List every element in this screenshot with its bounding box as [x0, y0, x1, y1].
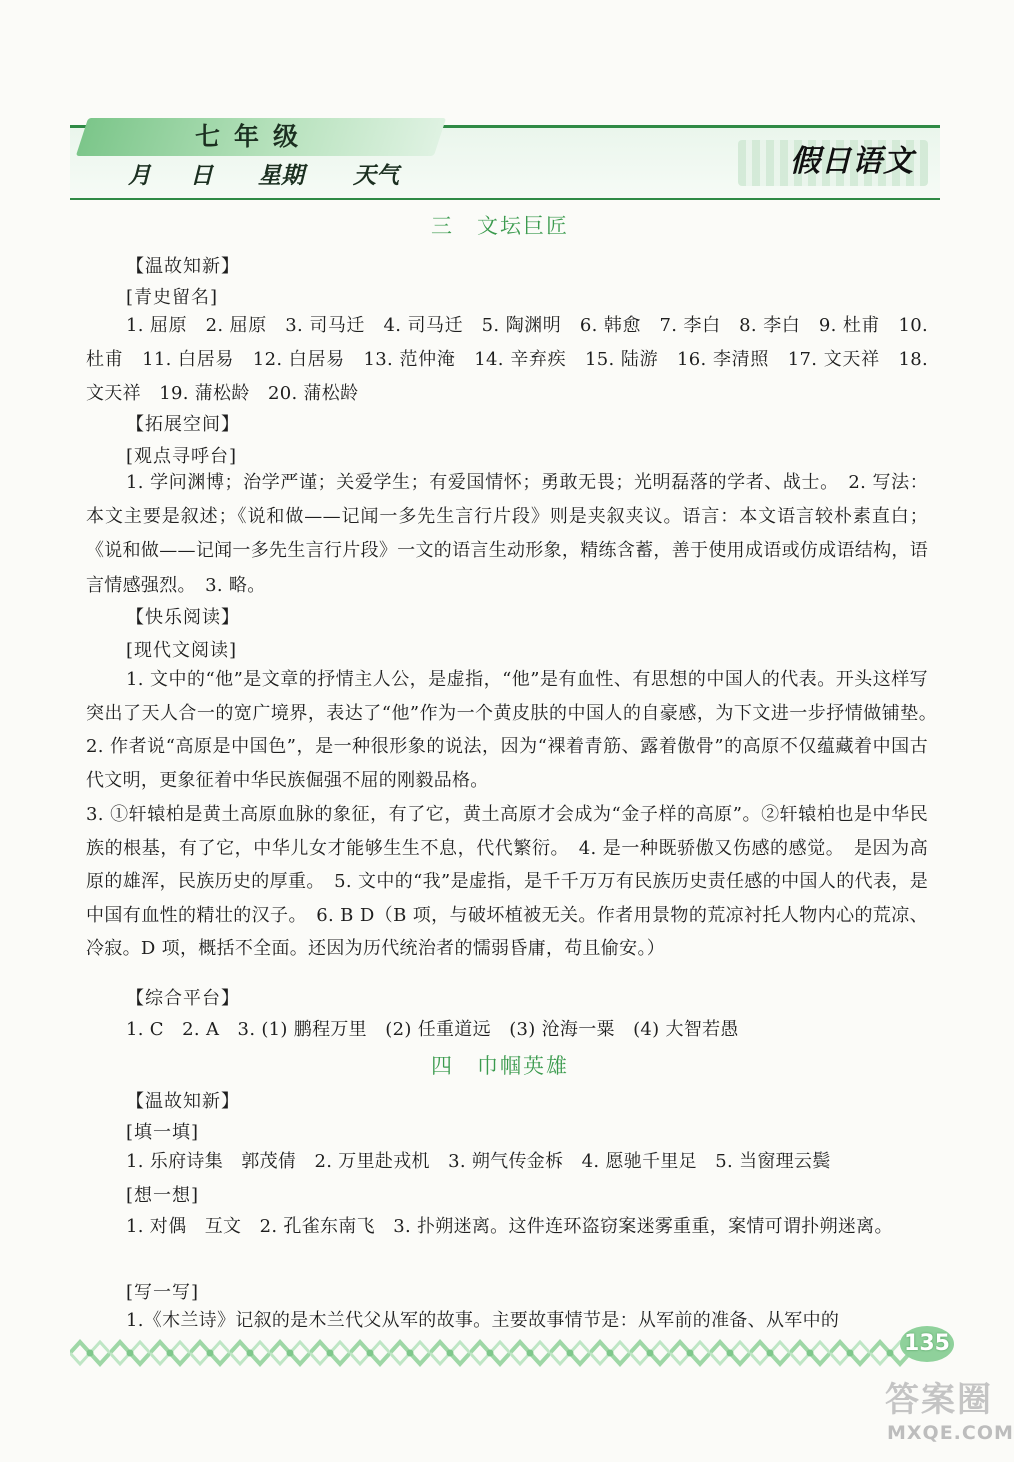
qingshi-answers: 1. 屈原 2. 屈原 3. 司马迁 4. 司马迁 5. 陶渊明 6. 韩愈 7. 李白 8. 李白 9. 杜甫 10. 杜甫 11. 白居易 12. 白居易 13. 范仲淹 14. 辛弃疾 15. 陆游 16. 李清照 17. 文天祥 18. 文天祥 19. 蒲松龄 20. 蒲松龄 — [86, 315, 928, 405]
brand-title: 假日语文 — [790, 144, 914, 179]
write-answers: 1.《木兰诗》记叙的是木兰代父从军的故事。主要故事情节是：从军前的准备、从军中的 — [126, 1310, 840, 1331]
section-title-4: 四 巾帼英雄 — [431, 1054, 569, 1078]
think-label: [想一想] — [126, 1185, 200, 1206]
modern-reading-answers-2: 3. ①轩辕柏是黄土高原血脉的象征，有了它，黄土高原才会成为“金子样的高原”。②轩辕柏也是中华民族的根基，有了它，中华儿女才能够生生不息，代代繁衍。 4. 是一种既骄傲又伤感的感觉。 是因为高原的雄浑，民族历史的厚重。 5. 文中的“我”是虚指，是千千万万有民族历史责任感的中国人的代表，是中国有血性的精壮的汉子。 6. B D（B 项，与破坏植被无关。作者用景物的荒凉衬托人物内心的荒凉、冷寂。D 项，概括不全面。还因为历代统治者的懦弱昏庸，苟且偷安。） — [86, 804, 928, 960]
fill-label: [填一填] — [126, 1122, 200, 1143]
watermark — [885, 1372, 1014, 1454]
grade-label: 七年级 — [195, 122, 313, 151]
viewpoint-label: [观点寻呼台] — [126, 446, 238, 467]
weekday-label: 星期 — [258, 163, 304, 189]
watermark-logo: 答案圈 — [885, 1380, 993, 1420]
footer-decoration — [70, 1336, 910, 1370]
section-title-3: 三 文坛巨匠 — [431, 214, 569, 238]
expand-label: 【拓展空间】 — [126, 414, 240, 435]
write-label: [写一写] — [126, 1282, 200, 1303]
review-label: 【温故知新】 — [126, 256, 240, 277]
qingshi-label: [青史留名] — [126, 287, 219, 308]
month-label: 月 — [128, 163, 151, 189]
viewpoint-answers: 1. 学问渊博；治学严谨；关爱学生；有爱国情怀；勇敢无畏；光明磊落的学者、战士。 2. 写法：本文主要是叙述；《说和做——记闻一多先生言行片段》则是夹叙夹议。语言：本文语言较朴素直白；《说和做——记闻一多先生言行片段》一文的语言生动形象，精练含蓄，善于使用成语或仿成语结构，语言情感强烈。 3. 略。 — [86, 472, 928, 596]
page-number: 135 — [900, 1326, 954, 1362]
day-label: 日 — [190, 163, 213, 189]
comprehensive-answers: 1. C 2. A 3. (1) 鹏程万里 (2) 任重道远 (3) 沧海一粟 (4) 大智若愚 — [126, 1019, 739, 1040]
watermark-url: MXQE.COM — [887, 1422, 1014, 1444]
modern-reading-label: [现代文阅读] — [126, 640, 238, 661]
reading-label: 【快乐阅读】 — [126, 607, 240, 628]
modern-reading-answers-1: 1. 文中的“他”是文章的抒情主人公，是虚指，“他”是有血性、有思想的中国人的代表。开头这样写突出了天人合一的宽广境界，表达了“他”作为一个黄皮肤的中国人的自豪感，为下文进一步抒情做铺垫。 2. 作者说“高原是中国色”，是一种很形象的说法，因为“裸着青筋、露着傲骨”的高原不仅蕴藏着中国古代文明，更象征着中华民族倔强不屈的刚毅品格。 — [86, 669, 947, 791]
review-label-2: 【温故知新】 — [126, 1091, 240, 1112]
think-answers: 1. 对偶 互文 2. 孔雀东南飞 3. 扑朔迷离。这件连环盗窃案迷雾重重，案情可谓扑朔迷离。 — [126, 1216, 893, 1237]
comprehensive-label: 【综合平台】 — [126, 988, 240, 1009]
fill-answers: 1. 乐府诗集 郭茂倩 2. 万里赴戎机 3. 朔气传金柝 4. 愿驰千里足 5. 当窗理云鬓 — [126, 1151, 831, 1172]
weather-label: 天气 — [353, 163, 399, 189]
